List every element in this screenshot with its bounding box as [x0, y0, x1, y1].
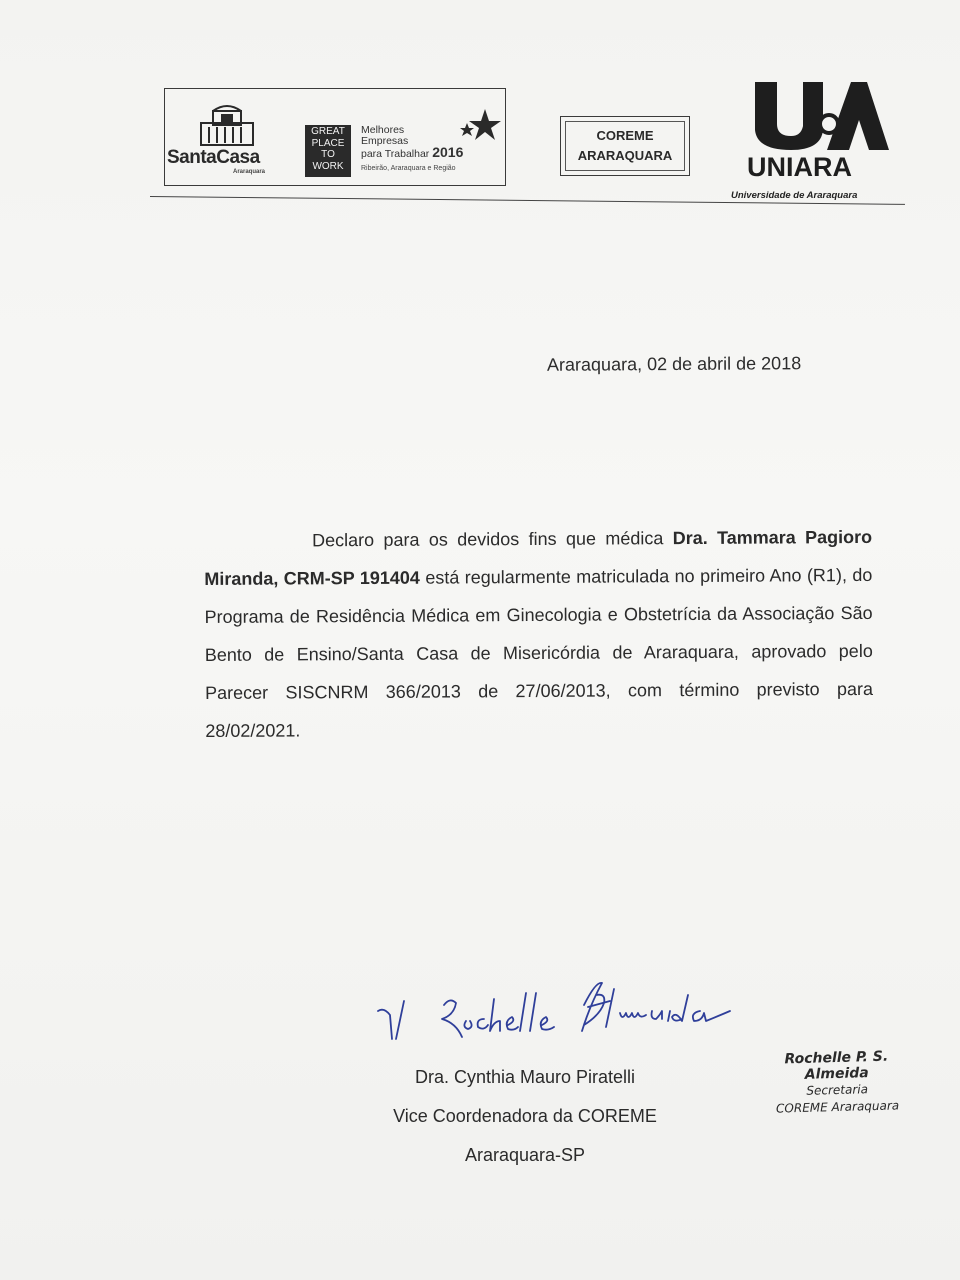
coreme-line1: COREME	[596, 128, 654, 143]
santacasa-name: SantaCasa	[167, 147, 260, 168]
handwritten-signature	[370, 975, 750, 1055]
coreme-inner-border	[565, 121, 685, 171]
stamp-role: Secretaria	[806, 1082, 869, 1098]
gptw-region: Ribeirão, Araraquara e Região	[361, 165, 456, 172]
santacasa-building-icon	[195, 103, 259, 147]
body-rest: está regularmente matriculada no primeiro Ano (R1), do Programa de Residência Médica em Ginecologia e Obstetrícia da Associação São Bento de Ensino/Santa Casa de Misericórdia de Araraquara, aprovado pelo Parecer SISCNRM 366/2013 de 27/06/2013, com término previsto para 28/02/2021.	[204, 564, 874, 741]
gptw-line3: para Trabalhar	[361, 148, 430, 160]
signer-name: Dra. Cynthia Mauro Piratelli	[414, 1067, 636, 1087]
uniara-mark-icon	[751, 80, 891, 152]
letter-date: Araraquara, 02 de abril de 2018	[546, 353, 802, 375]
santacasa-city: Araraquara	[233, 169, 266, 175]
letter-body	[204, 518, 873, 750]
stars-icon	[455, 107, 505, 147]
gptw-line1: Melhores	[361, 124, 405, 136]
secretary-stamp	[751, 1048, 923, 1118]
gptw-word: PLACE	[311, 137, 345, 149]
gptw-word: GREAT	[311, 126, 345, 137]
gptw-line2: Empresas	[361, 135, 409, 147]
santacasa-logo	[167, 103, 287, 183]
gptw-year: 2016	[432, 144, 464, 160]
signer-city: Araraquara-SP	[464, 1145, 586, 1165]
stamp-name: Rochelle P. S. Almeida	[784, 1048, 889, 1083]
body-physician-name: Dra. Tammara Pagioro Miranda, CRM-SP 191404	[204, 526, 873, 589]
stamp-org: COREME Araraquara	[775, 1098, 900, 1116]
gptw-badge	[305, 125, 351, 177]
signer-role: Vice Coordenadora da COREME	[393, 1106, 657, 1126]
body-intro: Declaro para os devidos fins que médica	[312, 528, 673, 551]
santacasa-logo-box	[164, 88, 506, 186]
uniara-name: UNIARA	[747, 152, 852, 182]
coreme-logo-box	[560, 116, 690, 176]
uniara-subtitle: Universidade de Araraquara	[731, 190, 858, 201]
coreme-line2: ARARAQUARA	[577, 148, 673, 163]
signer-block	[360, 1058, 690, 1175]
uniara-logo	[731, 80, 905, 205]
gptw-word: WORK	[312, 160, 344, 172]
gptw-award-text	[361, 125, 463, 174]
gptw-word: TO	[321, 149, 335, 160]
